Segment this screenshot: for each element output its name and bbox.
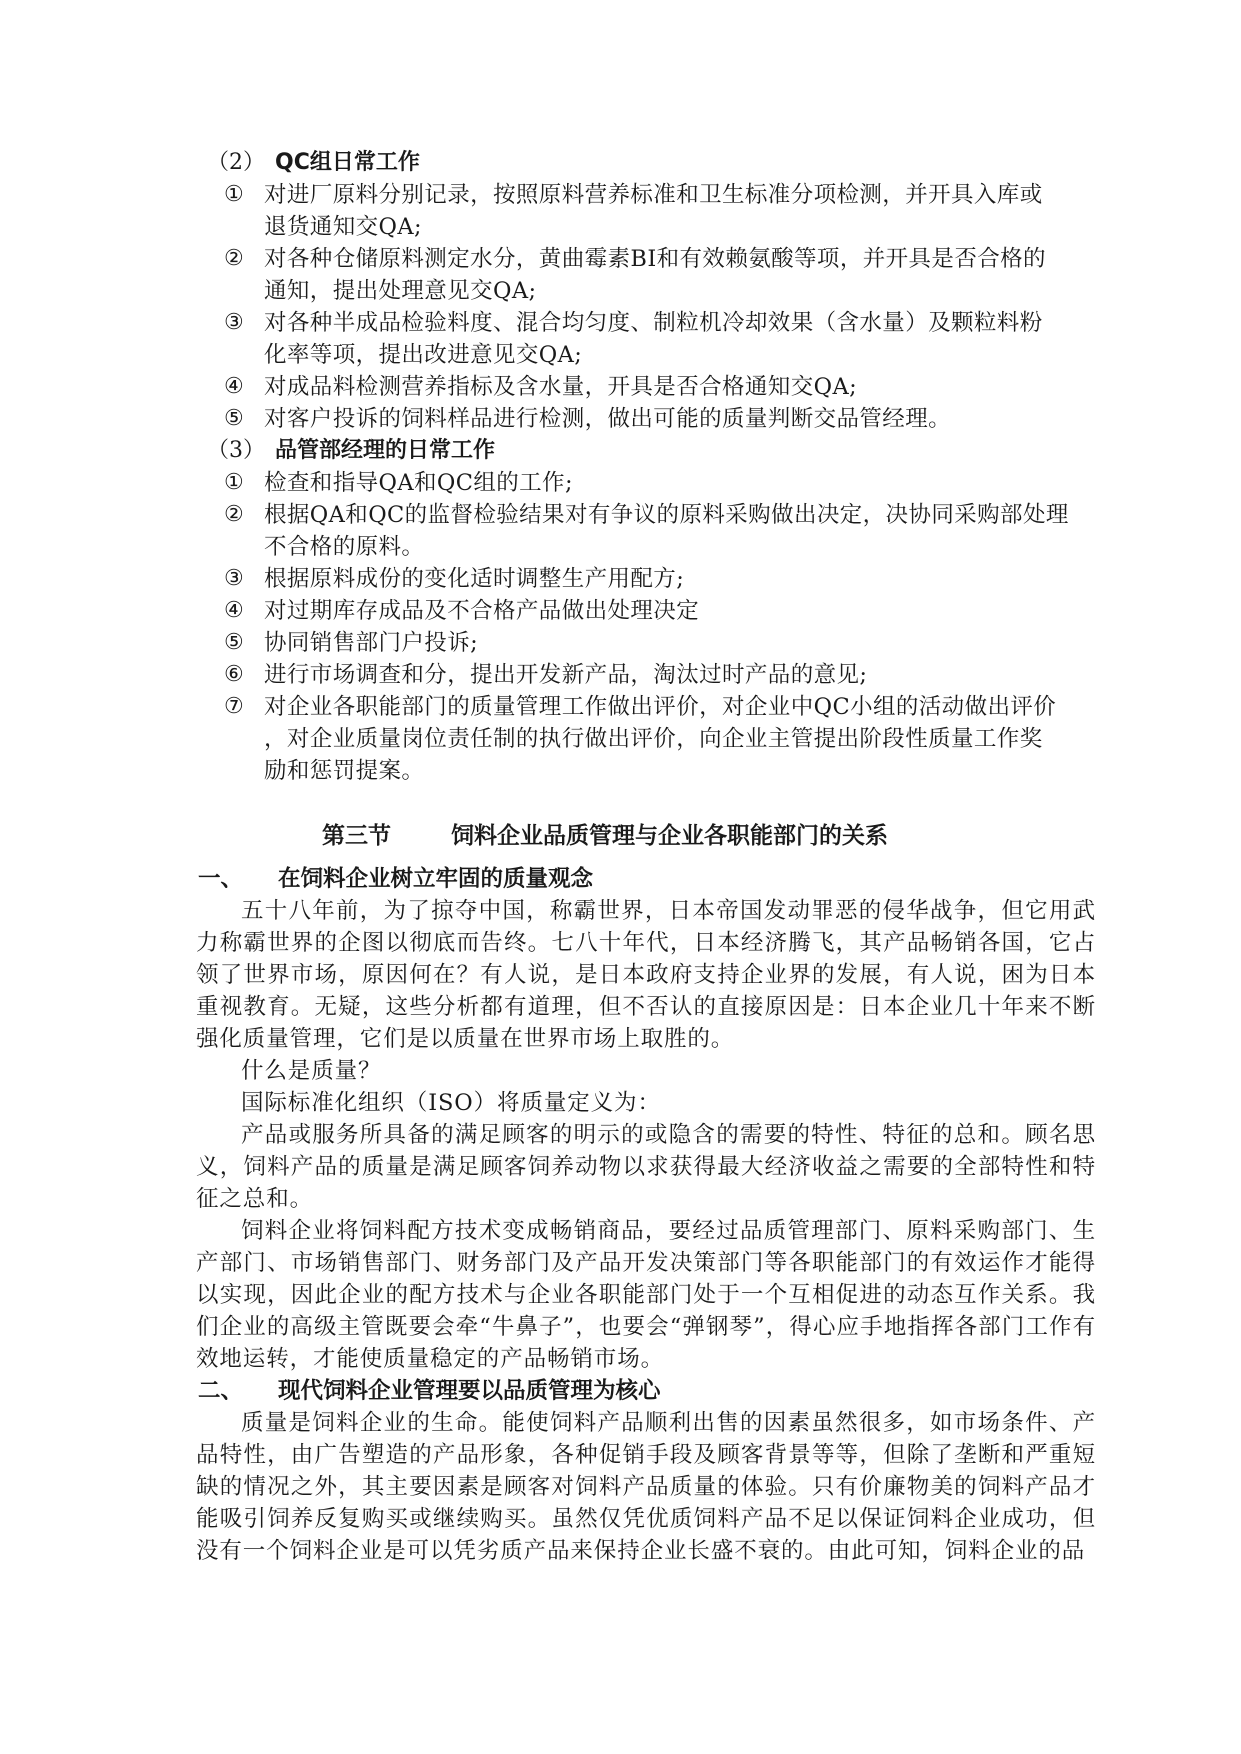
qc-item-3 xyxy=(224,307,1110,371)
item-marker: ① xyxy=(224,470,245,495)
item-marker: ⑥ xyxy=(224,662,245,687)
item-marker: ⑤ xyxy=(224,630,245,655)
item-marker: ④ xyxy=(224,374,245,399)
qc-item-5 xyxy=(224,403,1110,435)
item-text: 根据QA和QC的监督检验结果对有争议的原料采购做出决定，决协同采购部处理 不合格的原料。 xyxy=(264,502,1069,560)
manager-section-heading xyxy=(207,435,495,467)
part-2-heading xyxy=(198,1375,661,1407)
section-3-title xyxy=(322,820,888,852)
item-text: 根据原料成份的变化适时调整生产用配方; xyxy=(264,566,685,592)
part-2-title: 现代饲料企业管理要以品质管理为核心 xyxy=(278,1378,661,1404)
item-text: 对客户投诉的饲料样品进行检测，做出可能的质量判断交品管经理。 xyxy=(264,406,952,432)
part-2-paragraph-1: 质量是饲料企业的生命。能使饲料产品顺利出售的因素虽然很多，如市场条件、产品特性，由广告塑造的产品形象，各种促销手段及顾客背景等等，但除了垄断和严重短缺的情况之外，其主要因素是顾客对饲料产品质量的体验。只有价廉物美的饲料产品才能吸引饲养反复购买或继续购买。虽然仅凭优质饲料产品不足以保证饲料企业成功，但没有一个饲料企业是可以凭劣质产品来保持企业长盛不衰的。由此可知，饲料企业的品 xyxy=(196,1410,1096,1564)
qc-section-title: QC组日常工作 xyxy=(275,150,420,175)
manager-item-7 xyxy=(224,691,1110,787)
item-text: 对过期库存成品及不合格产品做出处理决定 xyxy=(264,598,700,624)
qc-section-heading xyxy=(207,147,420,179)
item-marker: ④ xyxy=(224,598,245,623)
item-marker: ② xyxy=(224,246,245,271)
item-text: 协同销售部门户投诉; xyxy=(264,630,479,656)
part-2-number: 二、 xyxy=(198,1378,244,1404)
manager-section-number: （3） xyxy=(207,438,265,463)
part-1-paragraph-2: 什么是质量？ xyxy=(241,1058,382,1084)
item-marker: ③ xyxy=(224,310,245,335)
part-1-paragraph-3: 国际标准化组织（ISO）将质量定义为： xyxy=(241,1090,661,1116)
part-1-paragraph-5: 饲料企业将饲料配方技术变成畅销商品，要经过品质管理部门、原料采购部门、生产部门、市场销售部门、财务部门及产品开发决策部门等各职能部门的有效运作才能得以实现，因此企业的配方技术与企业各职能部门处于一个互相促进的动态互作关系。我们企业的高级主管既要会牵“牛鼻子”，也要会“弹钢琴”，得心应手地指挥各部门工作有效地运转，才能使质量稳定的产品畅销市场。 xyxy=(196,1218,1096,1372)
item-marker: ① xyxy=(224,182,245,207)
item-text: 对各种半成品检验料度、混合均匀度、制粒机冷却效果（含水量）及颗粒料粉 化率等项，提出改进意见交QA; xyxy=(264,310,1043,368)
part-1-paragraph-4: 产品或服务所具备的满足顾客的明示的或隐含的需要的特性、特征的总和。顾名思义，饲料产品的质量是满足顾客饲养动物以求获得最大经济收益之需要的全部特性和特征之总和。 xyxy=(196,1122,1096,1212)
manager-item-1 xyxy=(224,467,1110,499)
item-text: 检查和指导QA和QC组的工作; xyxy=(264,470,573,496)
item-marker: ⑦ xyxy=(224,694,245,719)
item-marker: ⑤ xyxy=(224,406,245,431)
qc-item-1 xyxy=(224,179,1110,243)
item-marker: ② xyxy=(224,502,245,527)
manager-item-6 xyxy=(224,659,1110,691)
manager-section-title: 品管部经理的日常工作 xyxy=(275,438,496,463)
item-text: 进行市场调查和分，提出开发新产品，淘汰过时产品的意见; xyxy=(264,662,868,688)
item-text: 对成品料检测营养指标及含水量，开具是否合格通知交QA; xyxy=(264,374,858,400)
item-text: 对企业各职能部门的质量管理工作做出评价，对企业中QC小组的活动做出评价 ，对企业质量岗位责任制的执行做出评价，向企业主管提出阶段性质量工作奖 励和惩罚提案。 xyxy=(264,694,1057,784)
manager-item-5 xyxy=(224,627,1110,659)
part-1-paragraph-1: 五十八年前，为了掠夺中国，称霸世界，日本帝国发动罪恶的侵华战争，但它用武力称霸世界的企图以彻底而告终。七八十年代，日本经济腾飞，其产品畅销各国，它占领了世界市场，原因何在？有人说，是日本政府支持企业界的发展，有人说，困为日本重视教育。无疑，这些分析都有道理，但不否认的直接原因是：日本企业几十年来不断强化质量管理，它们是以质量在世界市场上取胜的。 xyxy=(196,898,1096,1052)
manager-item-4 xyxy=(224,595,1110,627)
item-marker: ③ xyxy=(224,566,245,591)
section-3-label: 第三节 xyxy=(322,823,391,849)
part-1-number: 一、 xyxy=(198,866,244,892)
item-text: 对进厂原料分别记录，按照原料营养标准和卫生标准分项检测，并开具入库或 退货通知交QA; xyxy=(264,182,1043,240)
part-1-title: 在饲料企业树立牢固的质量观念 xyxy=(278,866,594,892)
manager-item-2 xyxy=(224,499,1110,563)
manager-item-3 xyxy=(224,563,1110,595)
part-1-heading xyxy=(198,863,593,895)
section-3-heading: 饲料企业品质管理与企业各职能部门的关系 xyxy=(451,823,888,849)
qc-item-2 xyxy=(224,243,1110,307)
item-text: 对各种仓储原料测定水分，黄曲霉素BI和有效赖氨酸等项，并开具是否合格的 通知，提出处理意见交QA; xyxy=(264,246,1046,304)
qc-item-4 xyxy=(224,371,1110,403)
qc-section-number: （2） xyxy=(207,150,265,175)
